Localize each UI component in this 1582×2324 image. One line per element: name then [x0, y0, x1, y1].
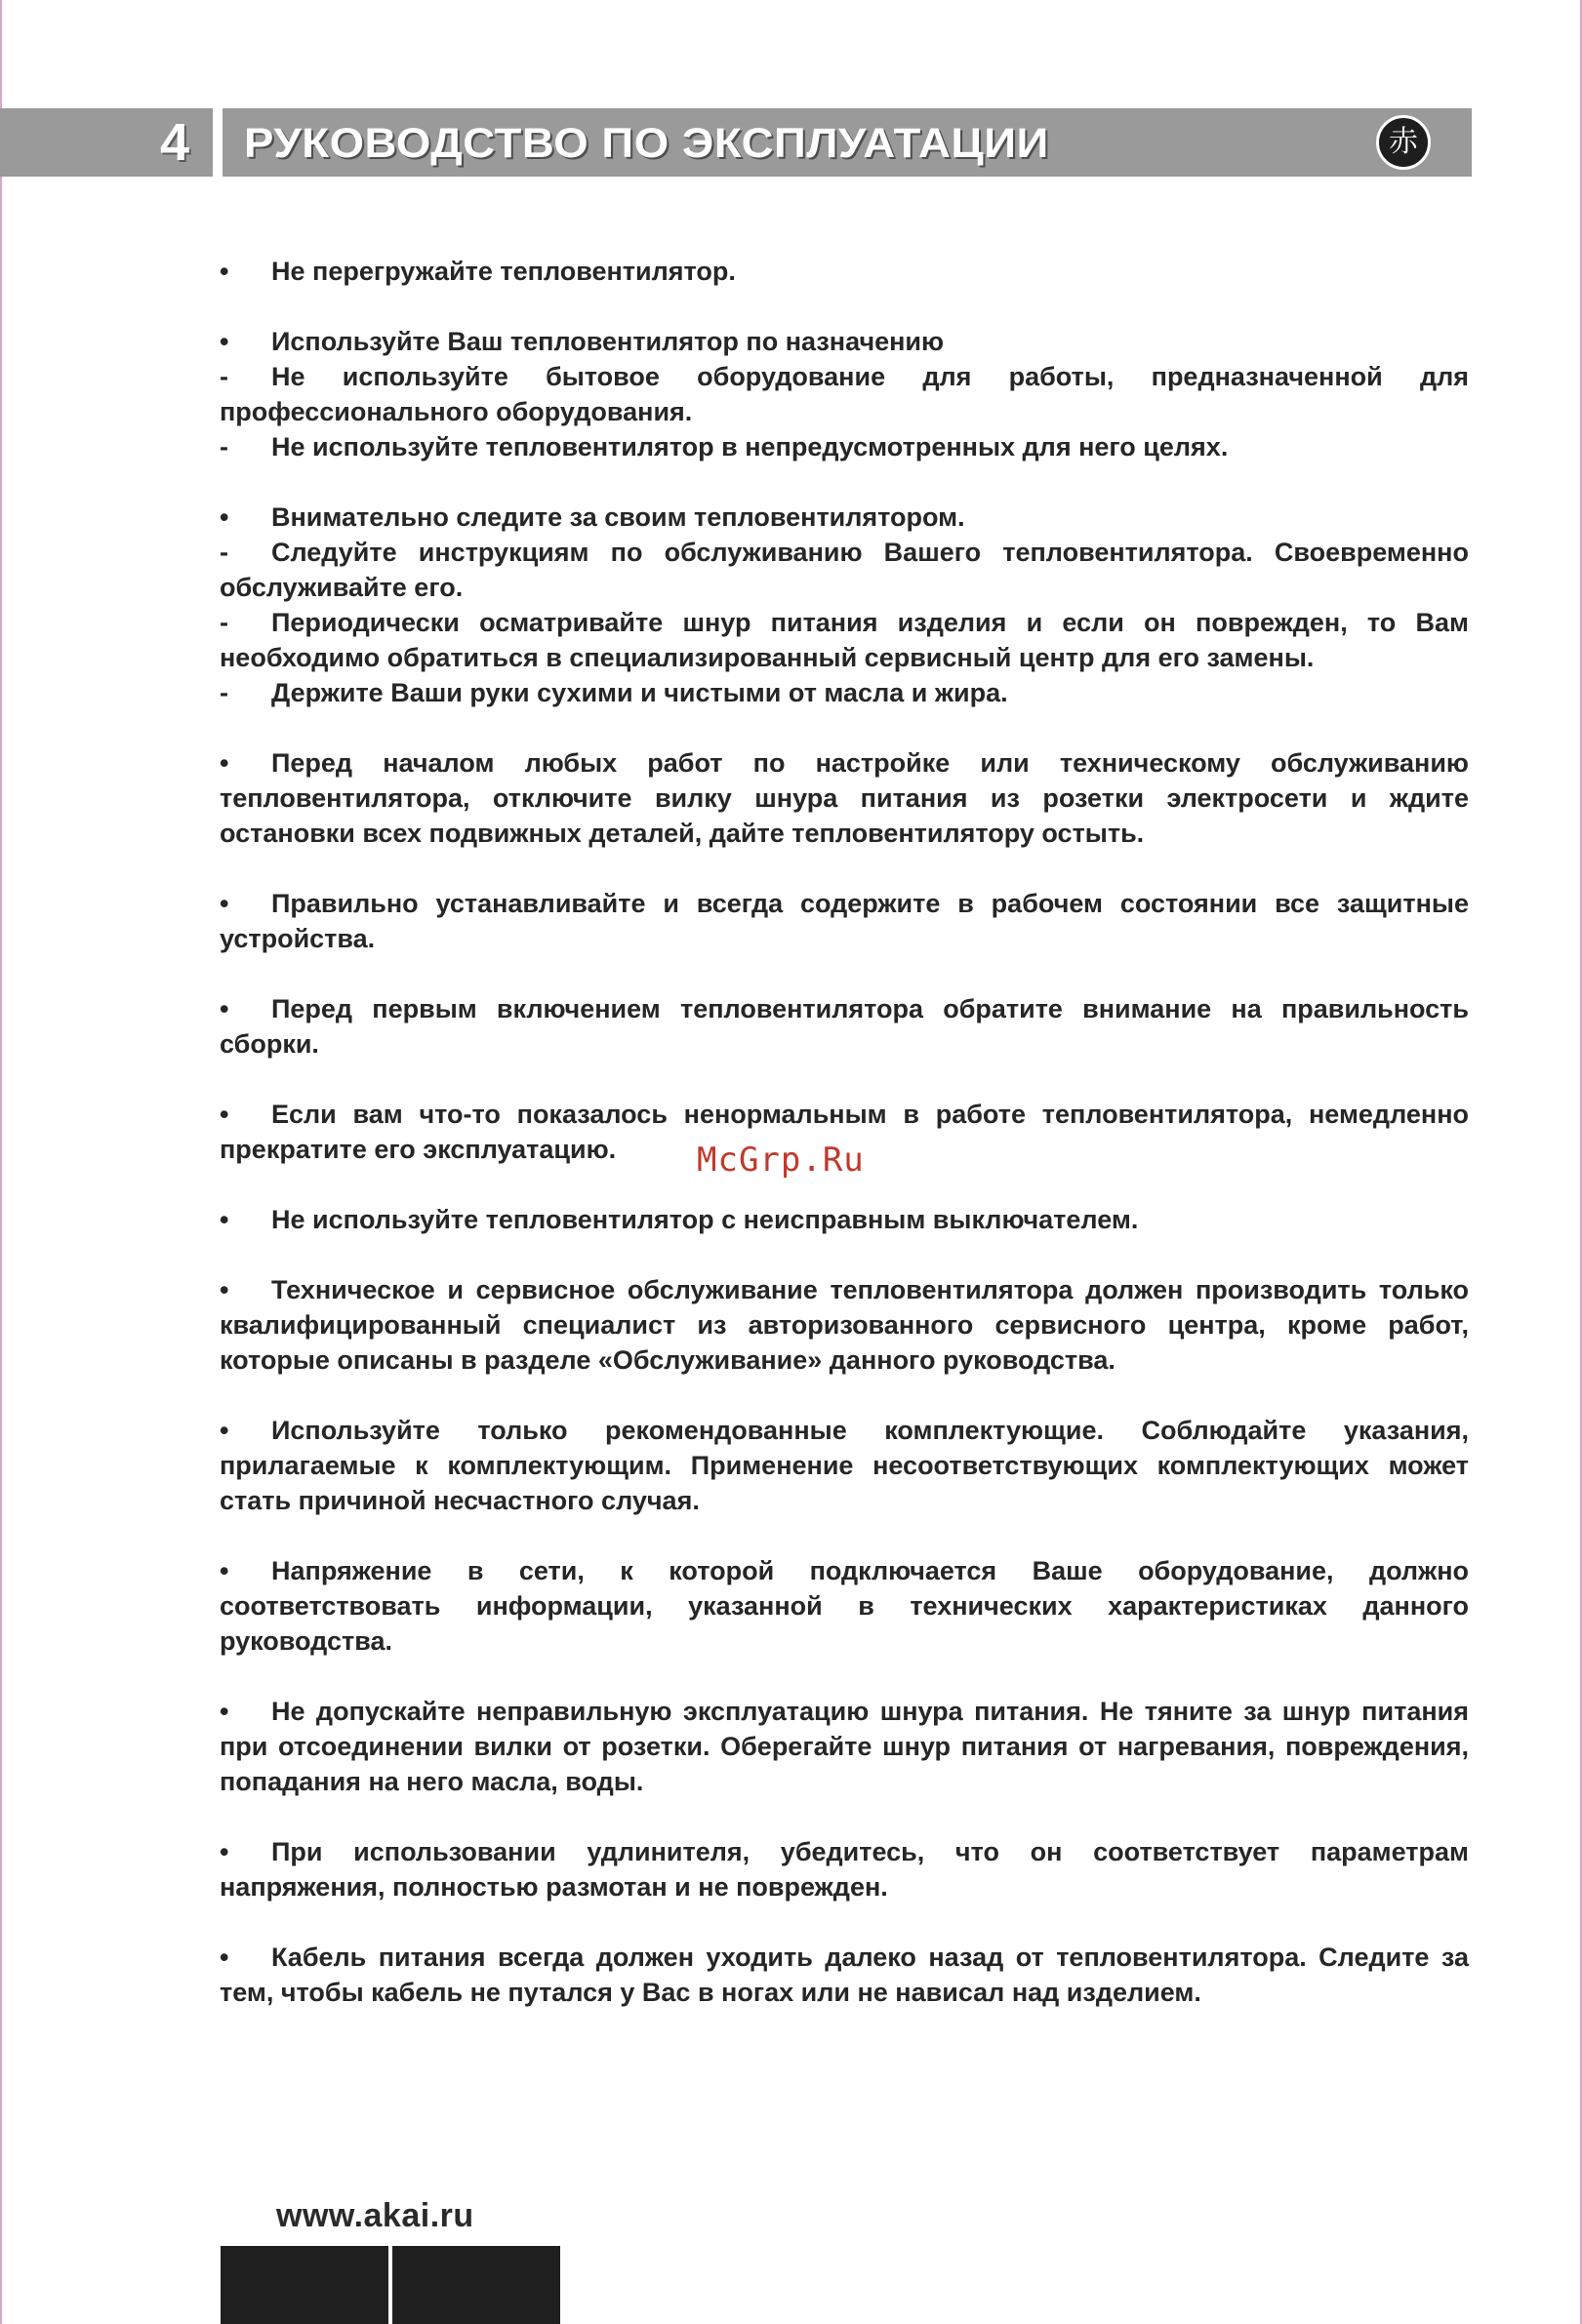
bullet-item: [220, 1834, 1469, 1904]
item-text: Если вам что-то показалось ненормальным в работе тепловентилятора, немедленно прекратите его эксплуатацию.: [220, 1100, 1469, 1164]
item-text: Внимательно следите за своим тепловентилятором.: [271, 502, 965, 532]
bullet-item: [220, 1694, 1469, 1799]
bullet-marker: •: [220, 1556, 229, 1585]
bullet-marker: •: [220, 994, 229, 1023]
item-text: Не используйте тепловентилятор с неисправным выключателем.: [271, 1205, 1139, 1234]
dash-subitem: [220, 675, 1469, 710]
bullet-item: [220, 1940, 1469, 2010]
instruction-section: [220, 1202, 1469, 1237]
item-text: Перед началом любых работ по настройке или техническому обслуживанию тепловентилятора, отключите вилку шнура питания из розетки электросети и ждите остановки всех подвижных деталей, дайте тепловентилятору остыть.: [220, 748, 1469, 848]
instruction-section: [220, 1272, 1469, 1378]
footer-block-right: [392, 2246, 560, 2324]
page-title: РУКОВОДСТВО ПО ЭКСПЛУАТАЦИИ: [244, 120, 1049, 167]
instruction-section: [220, 500, 1469, 710]
bullet-marker: •: [220, 748, 229, 778]
watermark: McGrp.Ru: [697, 1141, 865, 1180]
bullet-item: [220, 324, 1469, 359]
bullet-marker: •: [220, 1416, 229, 1445]
header-title-block: [223, 108, 1472, 177]
bullet-marker: •: [220, 1100, 229, 1129]
page-edge-left: [0, 0, 2, 2324]
item-text: Не используйте бытовое оборудование для работы, предназначенной для профессионального оборудования.: [220, 362, 1469, 426]
bullet-item: [220, 745, 1469, 851]
dash-subitem: [220, 359, 1469, 429]
page-number-block: [0, 108, 213, 177]
item-text: Не используйте тепловентилятор в непредусмотренных для него целях.: [271, 432, 1229, 461]
dash-subitem: [220, 429, 1469, 464]
bullet-marker: •: [220, 1697, 229, 1726]
footer-block-left: [221, 2246, 388, 2324]
item-text: Держите Ваши руки сухими и чистыми от масла и жира.: [271, 678, 1008, 707]
bullet-item: [220, 1413, 1469, 1518]
footer-url: www.akai.ru: [276, 2197, 474, 2234]
bullet-marker: •: [220, 502, 229, 532]
item-text: Не допускайте неправильную эксплуатацию шнура питания. Не тяните за шнур питания при отсоединении вилки от розетки. Оберегайте шнур питания от нагревания, повреждения, попадания на него масла, воды.: [220, 1697, 1469, 1796]
item-text: Не перегружайте тепловентилятор.: [271, 257, 736, 286]
bullet-item: [220, 254, 1469, 289]
bullet-marker: •: [220, 257, 229, 286]
dash-marker: -: [220, 432, 228, 461]
page-number: 4: [159, 113, 189, 172]
bullet-item: [220, 500, 1469, 535]
item-text: Техническое и сервисное обслуживание тепловентилятора должен производить только квалифицированный специалист из авторизованного сервисного центра, кроме работ, которые описаны в разделе «Обслуживание» данного руководства.: [220, 1275, 1469, 1375]
bullet-item: [220, 886, 1469, 956]
item-text: Следуйте инструкциям по обслуживанию Вашего тепловентилятора. Своевременно обслуживайте его.: [220, 538, 1469, 602]
bullet-marker: •: [220, 1205, 229, 1234]
instruction-section: [220, 1940, 1469, 2010]
instruction-section: [220, 1553, 1469, 1659]
bullet-item: [220, 1272, 1469, 1378]
item-text: Перед первым включением тепловентилятора обратите внимание на правильность сборки.: [220, 994, 1469, 1059]
dash-subitem: [220, 605, 1469, 675]
item-text: Используйте Ваш тепловентилятор по назначению: [271, 327, 945, 356]
instruction-section: [220, 1694, 1469, 1799]
instruction-section: [220, 886, 1469, 956]
instruction-section: [220, 1413, 1469, 1518]
dash-marker: -: [220, 538, 228, 567]
bullet-marker: •: [220, 1275, 229, 1304]
instruction-section: [220, 1834, 1469, 1904]
item-text: Правильно устанавливайте и всегда содержите в рабочем состоянии все защитные устройства.: [220, 889, 1469, 953]
item-text: Используйте только рекомендованные комплектующие. Соблюдайте указания, прилагаемые к комплектующим. Применение несоответствующих комплектующих может стать причиной несчастного случая.: [220, 1416, 1469, 1515]
akai-logo-icon: 赤: [1376, 115, 1431, 170]
instruction-section: [220, 991, 1469, 1062]
dash-marker: -: [220, 678, 228, 707]
dash-subitem: [220, 535, 1469, 605]
dash-marker: -: [220, 608, 228, 637]
item-text: При использовании удлинителя, убедитесь, что он соответствует параметрам напряжения, полностью размотан и не поврежден.: [220, 1837, 1469, 1902]
bullet-item: [220, 1202, 1469, 1237]
item-text: Напряжение в сети, к которой подключается Ваше оборудование, должно соответствовать информации, указанной в технических характеристиках данного руководства.: [220, 1556, 1469, 1656]
bullet-item: [220, 991, 1469, 1062]
instruction-section: [220, 254, 1469, 289]
bullet-item: [220, 1553, 1469, 1659]
bullet-marker: •: [220, 1943, 229, 1972]
bullet-marker: •: [220, 1837, 229, 1866]
bullet-marker: •: [220, 889, 229, 918]
bullet-marker: •: [220, 327, 229, 356]
instruction-section: [220, 324, 1469, 464]
dash-marker: -: [220, 362, 228, 391]
item-text: Периодически осматривайте шнур питания изделия и если он поврежден, то Вам необходимо обратиться в специализированный сервисный центр для его замены.: [220, 608, 1469, 672]
item-text: Кабель питания всегда должен уходить далеко назад от тепловентилятора. Следите за тем, чтобы кабель не путался у Вас в ногах или не нависал над изделием.: [220, 1943, 1469, 2007]
instruction-section: [220, 745, 1469, 851]
page-header: [0, 108, 1472, 177]
